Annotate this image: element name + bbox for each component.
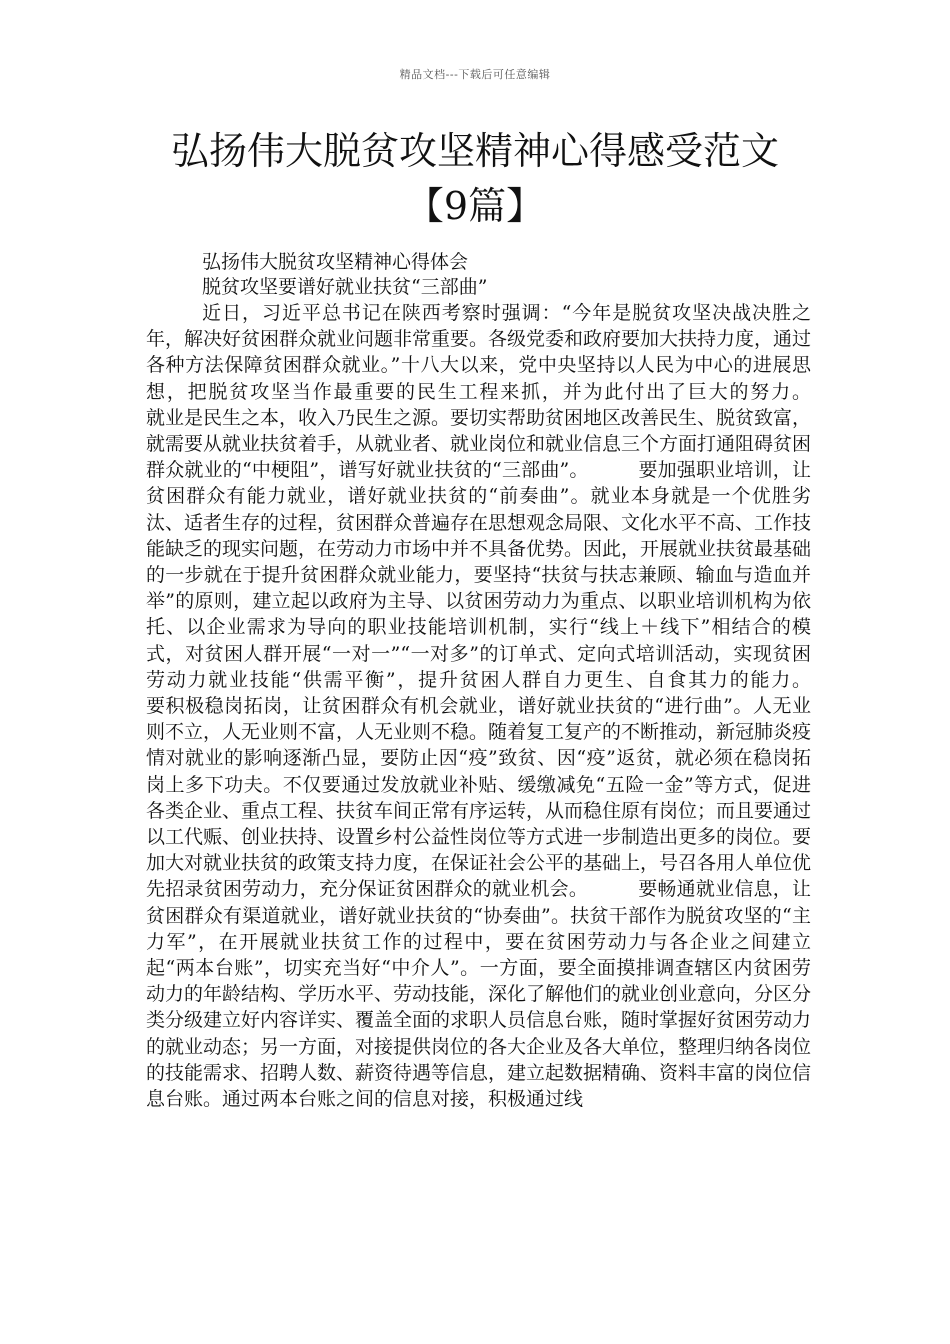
document-subtitle: 弘扬伟大脱贫攻坚精神心得体会 xyxy=(202,251,469,273)
body-text: 近日，习近平总书记在陕西考察时强调：“今年是脱贫攻坚决战决胜之年，解决好贫困群众就业问题非常重要。各级党委和政府要加大扶持力度，通过各种方法保障贫困群众就业。”十八大以来，党中央坚持以人民为中心的进展思想，把脱贫攻坚当作最重要的民生工程来抓，并为此付出了巨大的努力。 就业是民生之本，收入乃民生之源。要切实帮助贫困地区改善民生、脱贫致富，就需要从就业扶贫着手，从就业者、就业岗位和就业信息三个方面打通阻碍贫困群众就业的“中梗阻”，谱写好就业扶贫的“三部曲”。 要加强职业培训，让贫困群众有能力就业，谱好就业扶贫的“前奏曲”。就业本身就是一个优胜劣汰、适者生存的过程，贫困群众普遍存在思想观念局限、文化水平不高、工作技能缺乏的现实问题，在劳动力市场中并不具备优势。因此，开展就业扶贫最基础的一步就在于提升贫困群众就业能力，要坚持“扶贫与扶志兼顾、输血与造血并举”的原则，建立起以政府为主导、以贫困劳动力为重点、以职业培训机构为依托、以企业需求为导向的职业技能培训机制，实行“线上＋线下”相结合的模式，对贫困人群开展“一对一”“一对多”的订单式、定向式培训活动，实现贫困劳动力就业技能“供需平衡”，提升贫困人群自力更生、自食其力的能力。 要积极稳岗拓岗，让贫困群众有机会就业，谱好就业扶贫的“进行曲”。人无业则不立，人无业则不富，人无业则不稳。随着复工复产的不断推动，新冠肺炎疫情对就业的影响逐渐凸显，要防止因“疫”致贫、因“疫”返贫，就必须在稳岗拓岗上多下功夫。不仅要通过发放就业补贴、缓缴减免“五险一金”等方式，促进各类企业、重点工程、扶贫车间正常有序运转，从而稳住原有岗位；而且要通过以工代赈、创业扶持、设置乡村公益性岗位等方式进一步制造出更多的岗位。要加大对就业扶贫的政策支持力度，在保证社会公平的基础上，号召各用人单位优先招录贫困劳动力，充分保证贫困群众的就业机会。 要畅通就业信息，让贫困群众有渠道就业，谱好就业扶贫的“协奏曲”。扶贫干部作为脱贫攻坚的“主力军”，在开展就业扶贫工作的过程中，要在贫困劳动力与各企业之间建立起“两本台账”，切实充当好“中介人”。一方面，要全面摸排调查辖区内贫困劳动力的年龄结构、学历水平、劳动技能，深化了解他们的就业创业意向，分区分类分级建立好内容详实、覆盖全面的求职人员信息台账，随时掌握好贫困劳动力的就业动态；另一方面，对接提供岗位的各大企业及各大单位，整理归纳各岗位的技能需求、招聘人数、薪资待遇等信息，建立起数据精确、资料丰富的岗位信息台账。通过两本台账之间的信息对接，积极通过线 xyxy=(146,302,860,1111)
document-title: 弘扬伟大脱贫攻坚精神心得感受范文【9篇】 xyxy=(170,129,779,228)
section-heading: 脱贫攻坚要谱好就业扶贫“三部曲” xyxy=(202,276,488,298)
header-note: 精品文档---下载后可任意编辑 xyxy=(399,68,551,81)
